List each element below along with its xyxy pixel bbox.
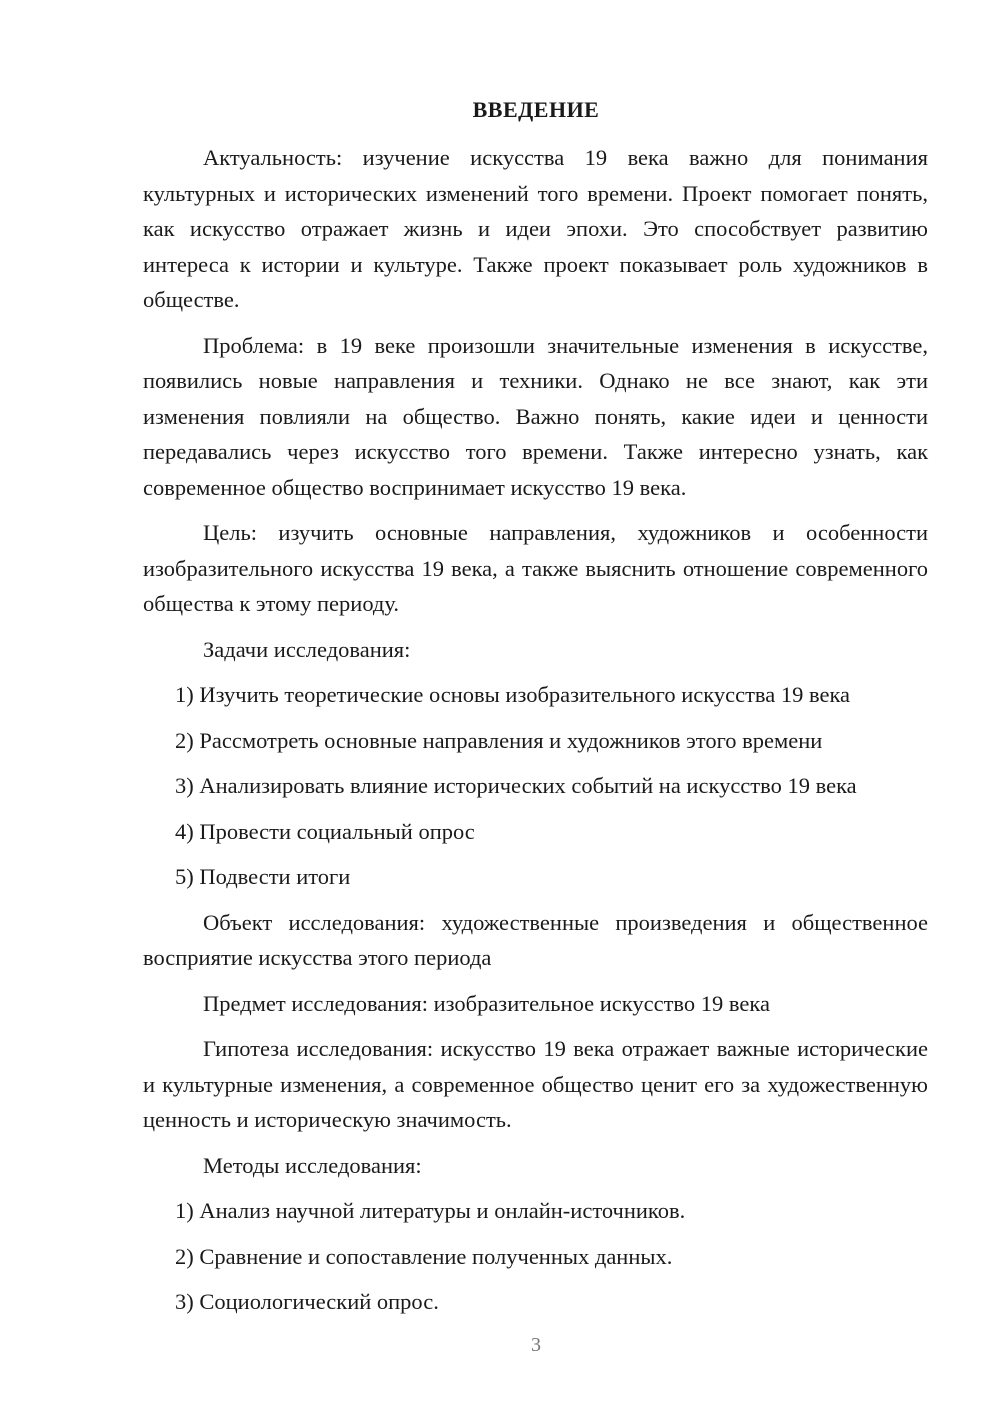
task-item: 1) Изучить теоретические основы изобразительного искусства 19 века	[175, 682, 851, 707]
task-item: 2) Рассмотреть основные направления и художников этого времени	[175, 727, 823, 753]
method-item: 3) Социологический опрос.	[175, 1289, 439, 1314]
page-title: ВВЕДЕНИЕ	[472, 97, 600, 122]
problem-paragraph: Проблема: в 19 веке произошли значительные изменения в искусстве, появились новые направления и техники. Однако не все знают, как эти изменения повлияли на общество. Важно понять, какие идеи и ценности передавались через искусство того времени. Также интересно узнать, как современное общество воспринимает искусство 19 века.	[143, 332, 928, 500]
method-item: 2) Сравнение и сопоставление полученных данных.	[175, 1243, 673, 1269]
relevance-paragraph: Актуальность: изучение искусства 19 века важно для понимания культурных и исторических изменений того времени. Проект помогает понять, как искусство отражает жизнь и идеи эпохи. Это способствует развитию интереса к истории и культуре. Также проект показывает роль художников в обществе.	[143, 145, 928, 312]
object-paragraph: Объект исследования: художественные произведения и общественное восприятие искусства этого периода	[143, 909, 928, 970]
hypothesis-paragraph: Гипотеза исследования: искусство 19 века отражает важные исторические и культурные изменения, а современное общество ценит его за художественную ценность и историческую значимость.	[143, 1036, 928, 1132]
task-item: 3) Анализировать влияние исторических событий на искусство 19 века	[175, 773, 857, 798]
tasks-heading: Задачи исследования:	[203, 636, 411, 662]
task-item: 5) Подвести итоги	[175, 864, 351, 889]
goal-paragraph: Цель: изучить основные направления, художников и особенности изобразительного искусства 19 века, а также выяснить отношение современного общества к этому периоду.	[143, 520, 928, 616]
document-body	[143, 140, 928, 1320]
page-number: 3	[531, 1334, 541, 1356]
method-item: 1) Анализ научной литературы и онлайн-источников.	[175, 1198, 686, 1223]
task-item: 4) Провести социальный опрос	[175, 818, 475, 844]
subject-paragraph: Предмет исследования: изобразительное искусство 19 века	[203, 990, 770, 1016]
methods-heading: Методы исследования:	[203, 1152, 422, 1178]
